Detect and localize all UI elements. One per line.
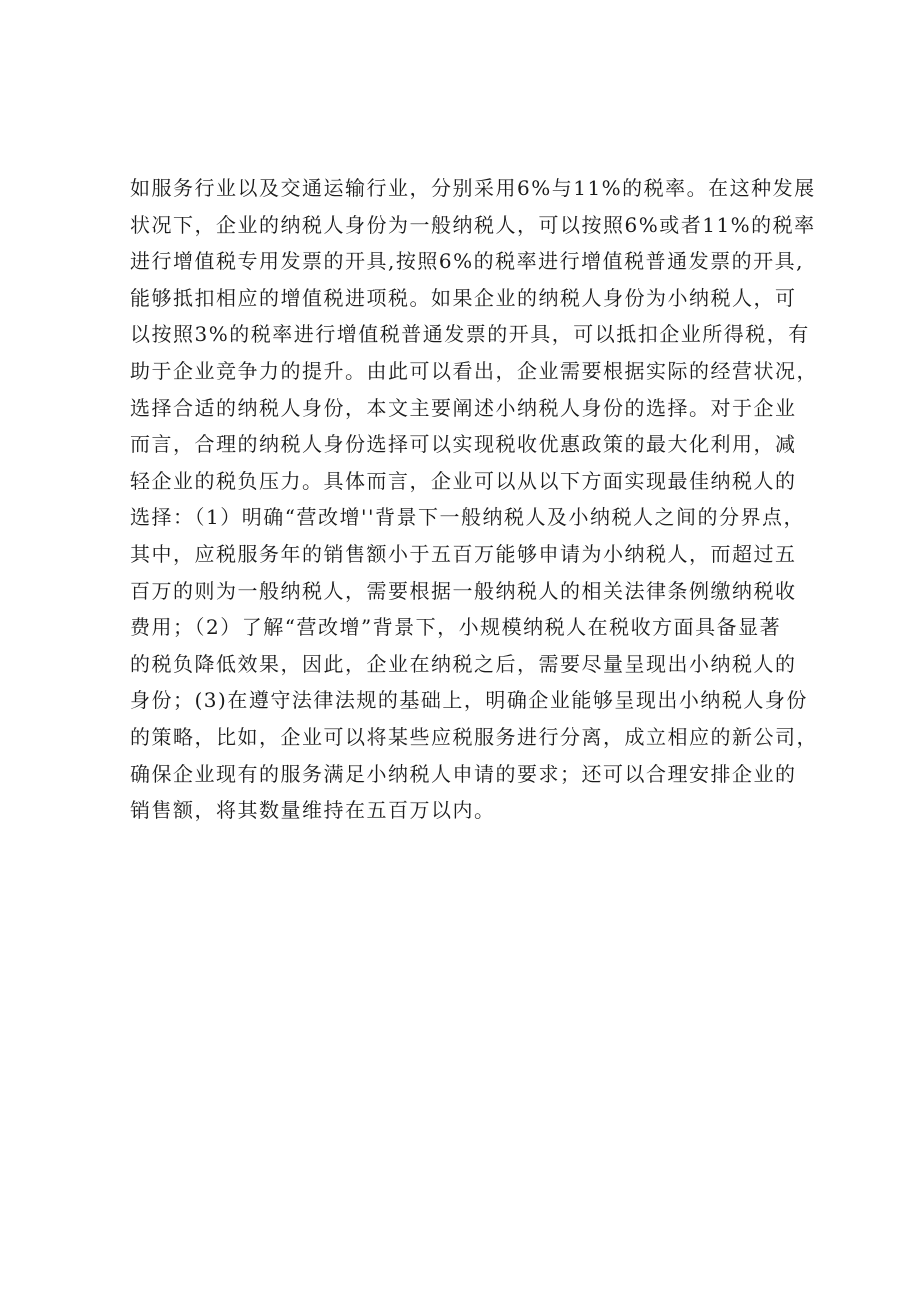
text-line-8: 而言，合理的纳税人身份选择可以实现税收优惠政策的最大化利用，减 [130, 432, 797, 457]
text-line-17: 确保企业现有的服务满足小纳税人申请的要求；还可以合理安排企业的 [130, 761, 797, 786]
text-line-15: 身份；(3)在遵守法律法规的基础上，明确企业能够呈现出小纳税人身份 [130, 688, 808, 713]
text-line-13: 费用；（2）了解“营改增”背景下，小规模纳税人在税收方面具备显著 [130, 615, 782, 640]
text-line-11: 其中，应税服务年的销售额小于五百万能够申请为小纳税人，而超过五 [130, 541, 797, 566]
text-line-1: 如服务行业以及交通运输行业，分别采用6%与11%的税率。在这种发展 [130, 176, 816, 200]
text-line-9: 轻企业的税负压力。具体而言，企业可以从以下方面实现最佳纳税人的 [130, 468, 797, 493]
text-line-18: 销售额，将其数量维持在五百万以内。 [130, 798, 496, 823]
text-line-2: 状况下，企业的纳税人身份为一般纳税人，可以按照6%或者11%的税率 [130, 212, 816, 237]
text-line-6: 助于企业竞争力的提升。由此可以看出，企业需要根据实际的经营状况， [130, 358, 818, 383]
text-line-5: 以按照3%的税率进行增值税普通发票的开具，可以抵扣企业所得税，有 [130, 322, 810, 347]
text-line-10: 选择：（1）明确“营改增''背景下一般纳税人及小纳税人之间的分界点， [130, 505, 805, 530]
text-line-12: 百万的则为一般纳税人，需要根据一般纳税人的相关法律条例缴纳税收 [130, 578, 797, 603]
text-line-4: 能够抵扣相应的增值税进项税。如果企业的纳税人身份为小纳税人，可 [130, 285, 797, 310]
text-line-7: 选择合适的纳税人身份，本文主要阐述小纳税人身份的选择。对于企业 [130, 395, 797, 420]
text-line-14: 的税负降低效果，因此，企业在纳税之后，需要尽量呈现出小纳税人的 [130, 651, 797, 676]
body-paragraph [130, 170, 830, 829]
text-line-3: 进行增值税专用发票的开具,按照6%的税率进行增值税普通发票的开具, [130, 249, 804, 274]
text-line-16: 的策略，比如，企业可以将某些应税服务进行分离，成立相应的新公司， [130, 724, 818, 749]
